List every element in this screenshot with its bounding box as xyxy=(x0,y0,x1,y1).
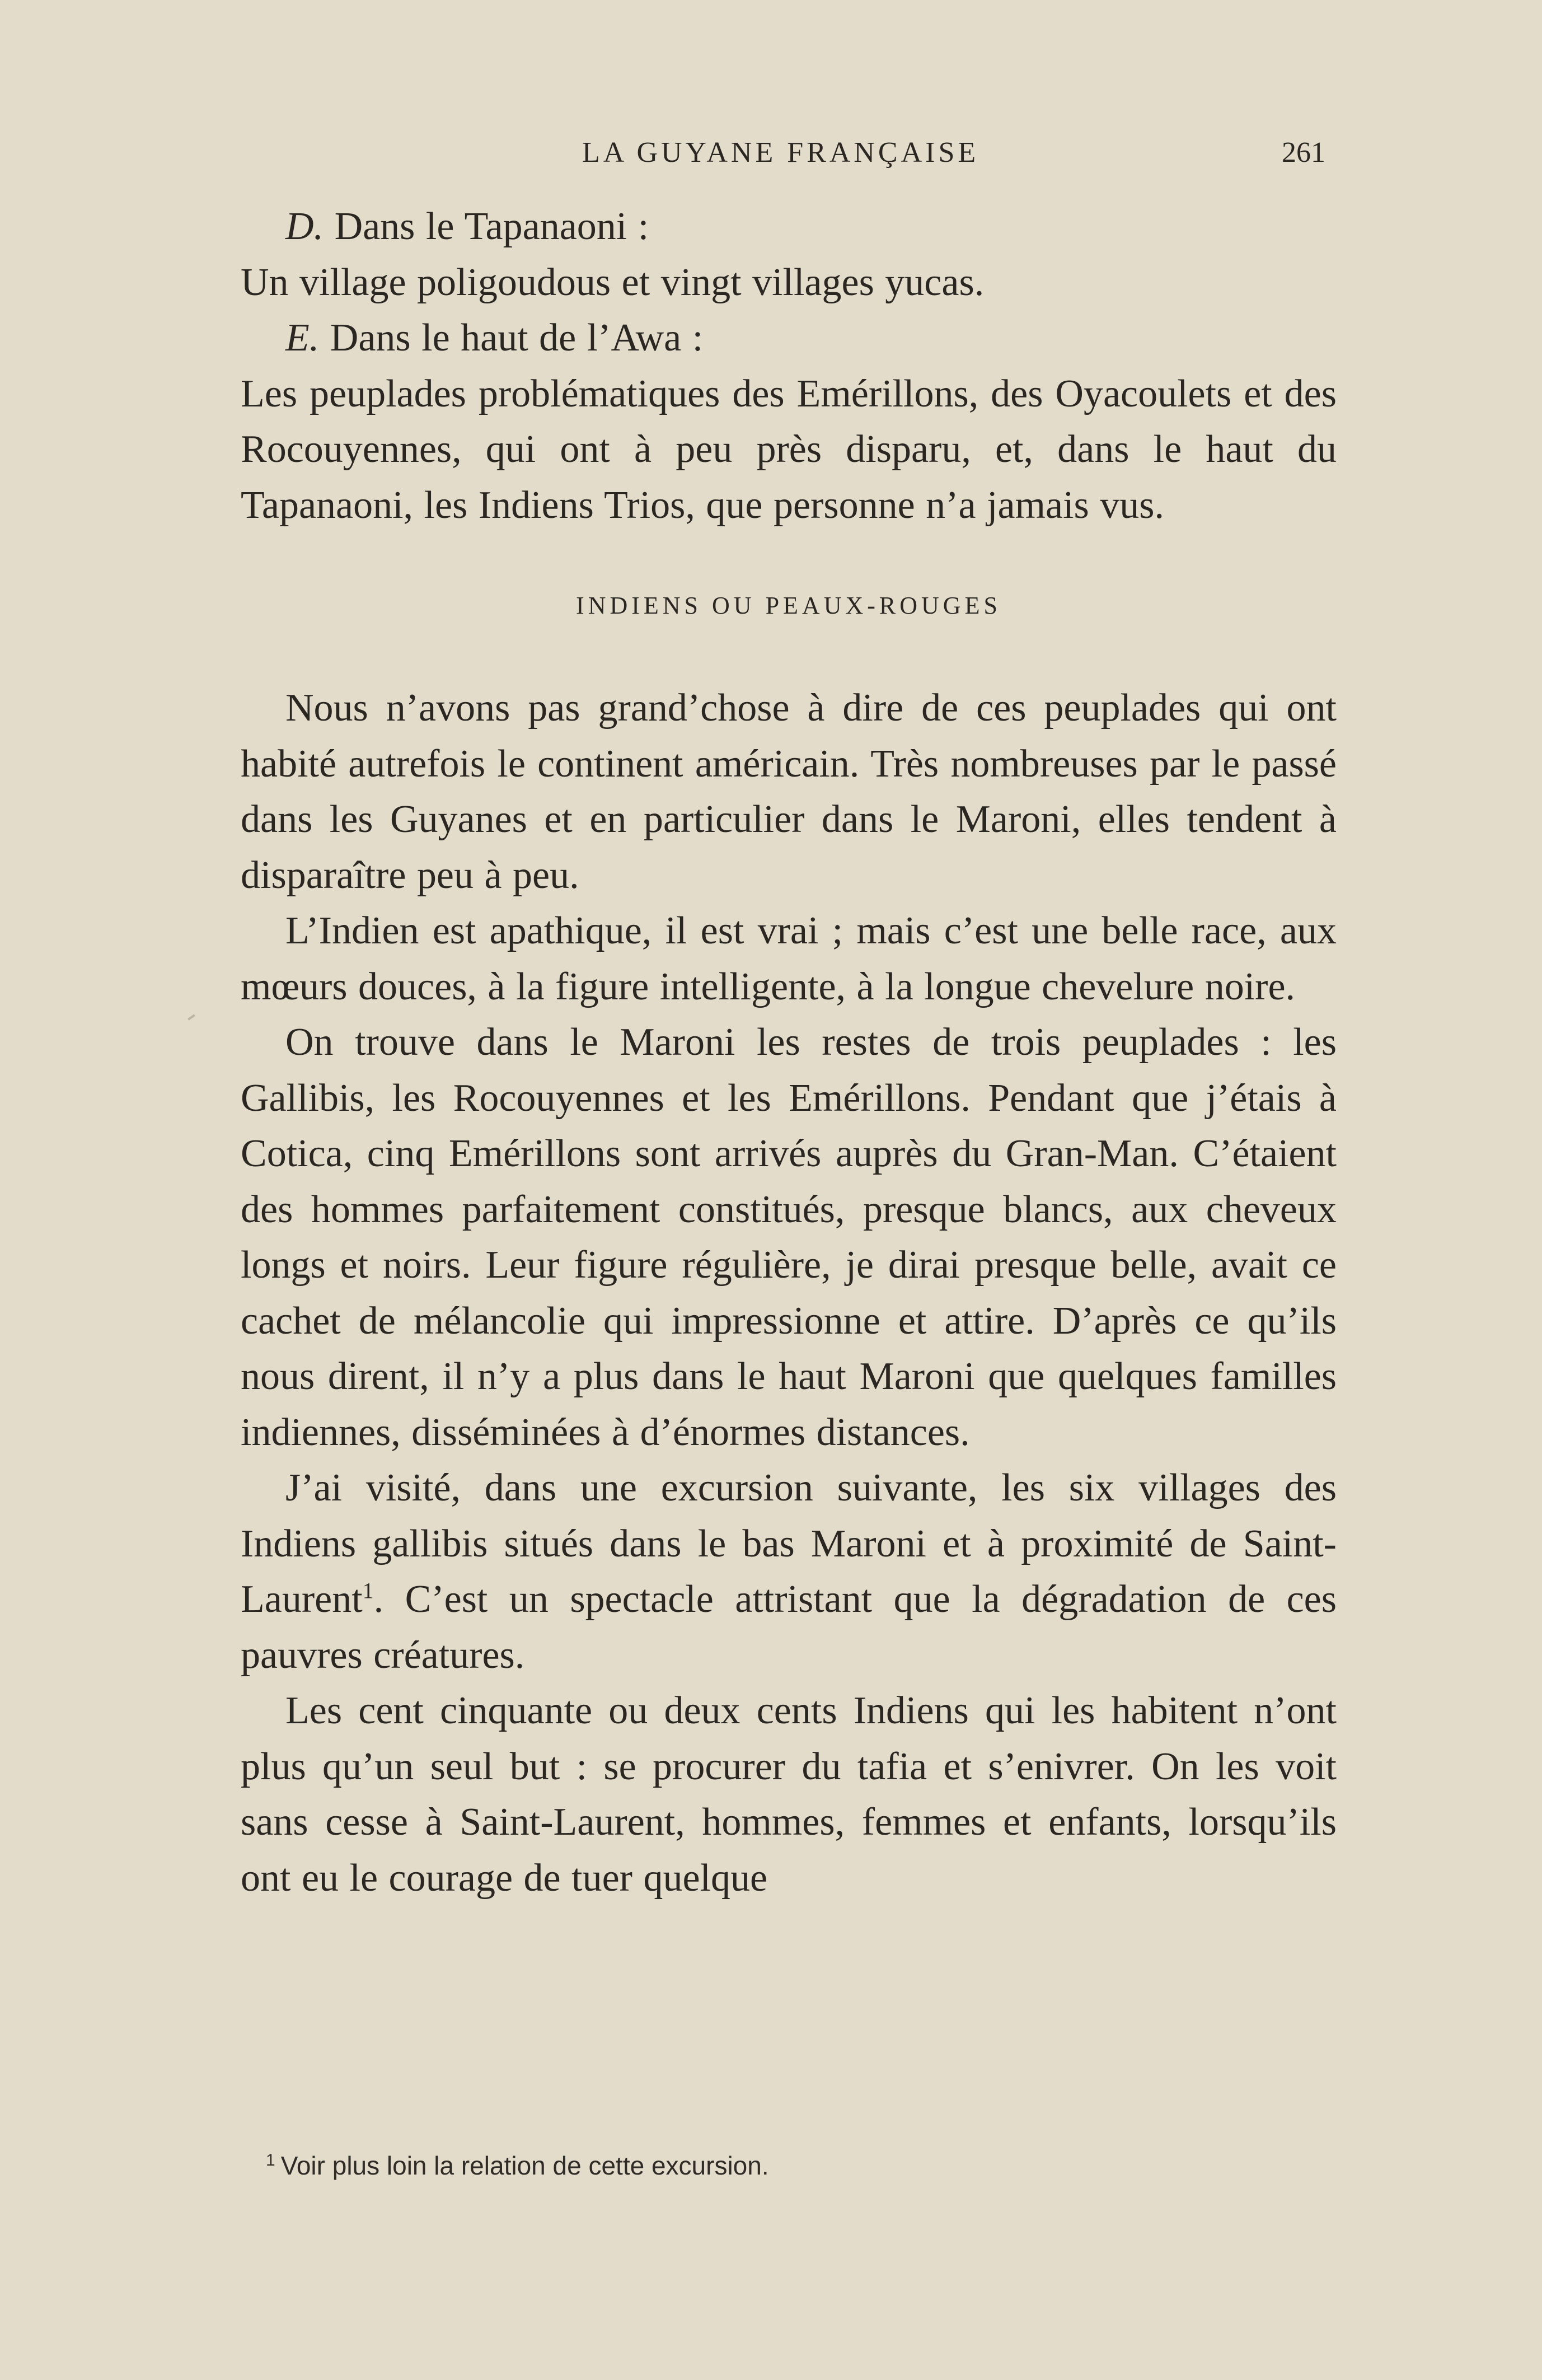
footnote-text: Voir plus loin la relation de cette excursion. xyxy=(280,2151,769,2180)
footnote xyxy=(266,2149,1329,2182)
list-text-e: Dans le haut de l’Awa : xyxy=(330,316,704,359)
running-head xyxy=(0,133,1542,172)
paragraph-visit-text-end: . C’est un spectacle attristant que la dégradation de ces pauvres créatures. xyxy=(241,1578,1337,1677)
page-number: 261 xyxy=(1282,137,1325,169)
paragraph: Nous n’avons pas grand’chose à dire de ces peuplades qui ont habité autrefois le continent américain. Très nombreuses par le passé dans les Guyanes et en particulier dans le Maroni, elles tendent à disparaître peu à peu. xyxy=(241,686,1337,897)
footnote-reference[interactable]: 1 xyxy=(362,1578,374,1603)
list-detail-d: Un village poligoudous et vingt villages yucas. xyxy=(241,260,985,304)
page-smudge xyxy=(188,1014,195,1020)
list-letter-d: D. xyxy=(285,205,324,248)
paragraph: On trouve dans le Maroni les restes de trois peuplades : les Gallibis, les Rocouyennes et les Emérillons. Pendant que j’étais à Cotica, cinq Emérillons sont arrivés auprès du Gran-Man. C’étaient des hommes parfaitement constitués, presque blancs, aux cheveux longs et noirs. Leur figure régulière, je dirai presque belle, avait ce cachet de mélancolie qui impressionne et attire. D’après ce qu’ils nous dirent, il n’y a plus dans le haut Maroni que quelques familles indiennes, disséminées à d’énormes distances. xyxy=(241,1021,1337,1454)
list-detail-e: Les peuplades problématiques des Emérillons, des Oyacoulets et des Rocouyennes, qui ont à peu près disparu, et, dans le haut du Tapanaoni, les Indiens Trios, que personne n’a jamais vus. xyxy=(241,372,1337,527)
list-item-d xyxy=(241,199,1337,255)
footnote-number: 1 xyxy=(266,2150,275,2169)
paragraph-visit xyxy=(241,1460,1337,1683)
paragraph-last: Les cent cinquante ou deux cents Indiens qui les habitent n’ont plus qu’un seul but : se procurer du tafia et s’enivrer. On les voit sans cesse à Saint-Laurent, hommes, femmes et enfants, lorsqu’ils ont eu le courage de tuer quelque xyxy=(241,1689,1337,1900)
list-item-e xyxy=(241,310,1337,366)
paragraph: L’Indien est apathique, il est vrai ; mais c’est une belle race, aux mœurs douces, à la figure intelligente, à la longue chevelure noire. xyxy=(241,909,1337,1008)
paragraph-visit-text: J’ai visité, dans une excursion suivante, les six villages des Indiens gallibis situés dans le bas Maroni et à proximité de Saint-Laurent xyxy=(241,1466,1337,1621)
running-title: LA GUYANE FRANÇAISE xyxy=(582,137,979,169)
list-letter-e: E. xyxy=(285,316,320,359)
list-text-d: Dans le Tapanaoni : xyxy=(334,205,649,248)
section-heading: INDIENS OU PEAUX-ROUGES xyxy=(576,592,1001,619)
main-text xyxy=(241,199,1337,1906)
